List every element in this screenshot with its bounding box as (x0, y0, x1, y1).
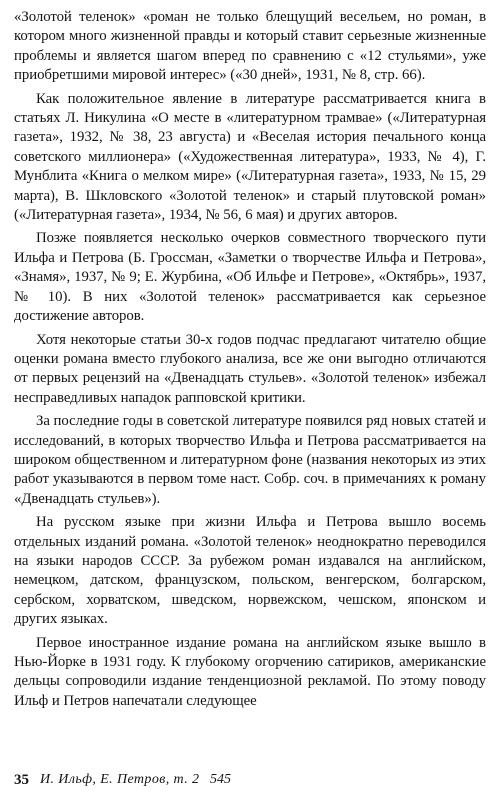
signature-number: 35 (14, 772, 29, 788)
paragraph-articles-30s: Хотя некоторые статьи 30-х годов подчас предлагают читателю общие оценки романа вместо глубокого анализа, все же они выгодно отличаются от первых рецензий на «Двенадцать стульев». «Золотой теленок» избежал несправедливых нападок рапповской критики. (14, 331, 486, 406)
page-number: 545 (210, 772, 231, 787)
paragraph-editions-translations: На русском языке при жизни Ильфа и Петрова вышло восемь отдельных изданий романа. «Золотой теленок» неоднократно переводился на языки народов СССР. За рубежом роман издавался на английском, немецком, датском, французском, польском, венгерском, болгарском, сербском, хорватском, шведском, норвежском, чешском, японском и других языках. (14, 514, 486, 628)
paragraph-nikulin-munblit-shklovsky: Как положительное явление в литературе рассматривается книга в статьях Л. Никулина «О месте в «литературном трамвае» («Литературная газета», 1932, № 38, 23 августа) и «Веселая история печального конца советского миллионера» («Художественная литература», 1933, № 4), Г. Мунблита «Книга о мелком мире» («Литературная газета», 1933, № 15, 29 марта), В. Шкловского «Золотой теленок» и старый плутовской роман» («Литературная газета», 1934, № 56, 6 мая) и других авторов. (14, 90, 486, 224)
paragraph-quote-review: «Золотой теленок» «роман не только блещущий весельем, но роман, в котором много жизненной правды и который ставит серьезные жизненные проблемы и является шагом вперед по сравнению с «12 стульями», уже приобретшими мировой интерес» («30 дней», 1931, № 8, стр. 66). (14, 9, 486, 84)
page-body (14, 8, 486, 715)
paragraph-first-foreign-edition: Первое иностранное издание романа на английском языке вышло в Нью-Йорке в 1931 году. К глубокому огорчению сатириков, американские дельцы сопроводили издание тенденциозной рекламой. По этому поводу Ильф и Петров напечатали следующее (14, 634, 486, 709)
signature-text: И. Ильф, Е. Петров, т. 2 (40, 772, 200, 787)
paragraph-essays-grossman-zhurbina: Позже появляется несколько очерков совместного творческого пути Ильфа и Петрова (Б. Гроссман, «Заметки о творчестве Ильфа и Петрова», «Знамя», 1937, № 9; Е. Журбина, «Об Ильфе и Петрове», «Октябрь», 1937, № 10). В них «Золотой теленок» рассматривается как серьезное достижение авторов. (14, 230, 486, 325)
paragraph-recent-studies: За последние годы в советской литературе появился ряд новых статей и исследований, в которых творчество Ильфа и Петрова рассматривается на широком общественном и литературном фоне (названия некоторых из этих работ указываются в первом томе наст. Собр. соч. в примечаниях к роману «Двенадцать стульев»). (14, 413, 486, 507)
page-footer (14, 770, 484, 790)
